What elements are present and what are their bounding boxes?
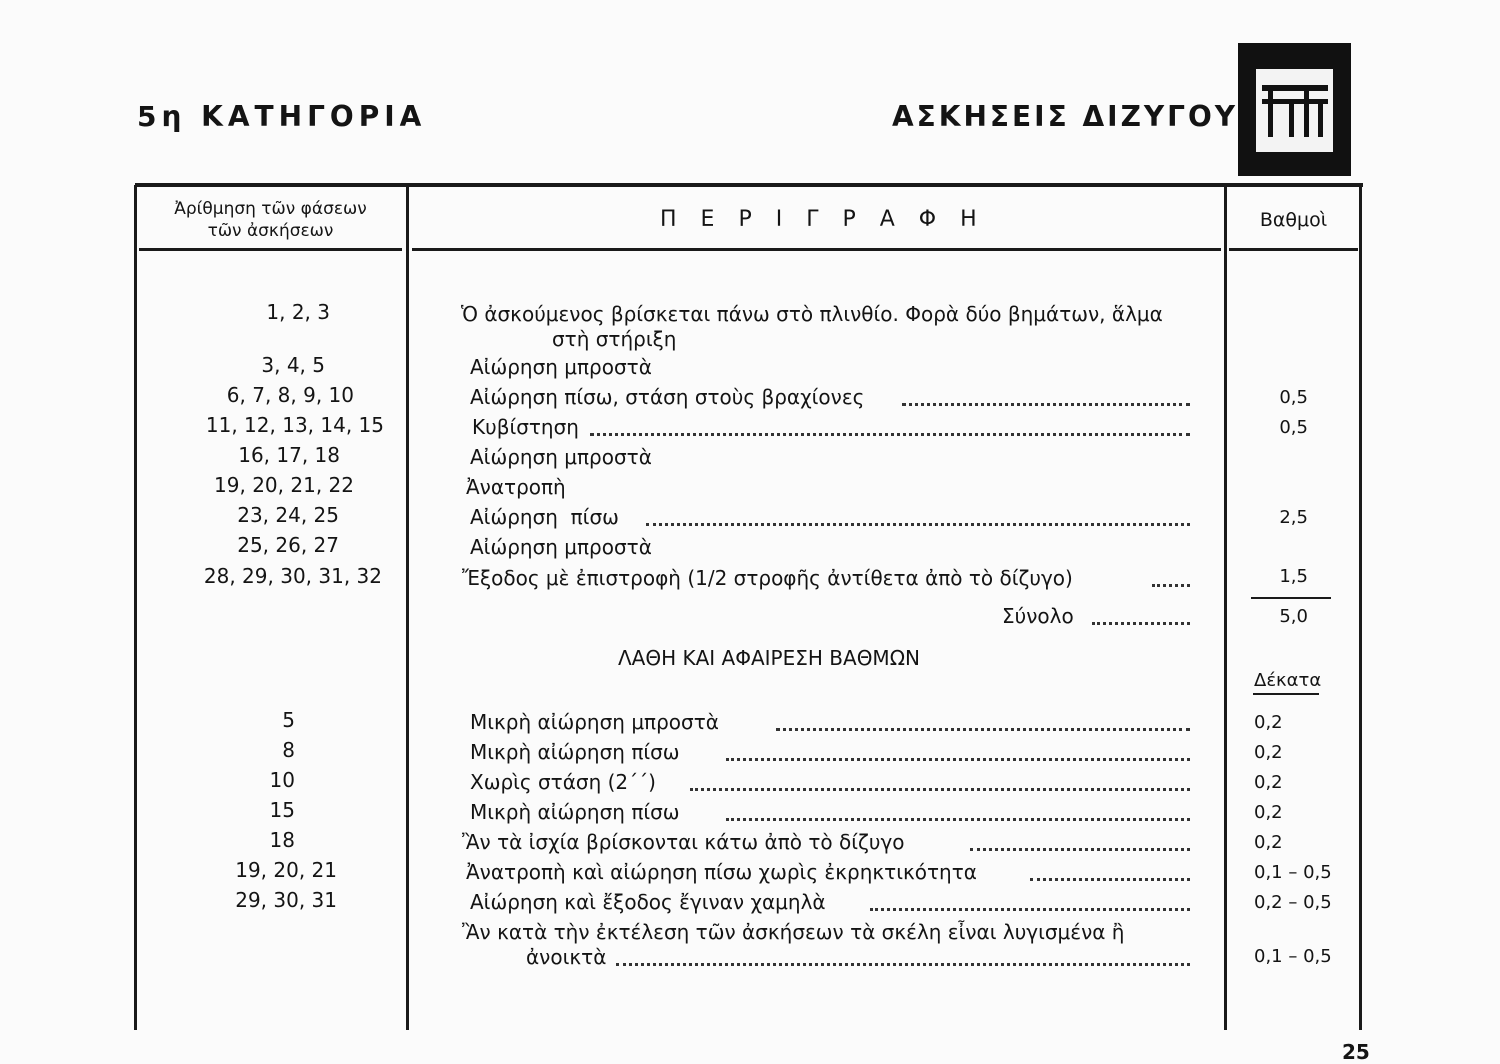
- error-points: 0,2: [1254, 802, 1283, 823]
- header-rule-left: [139, 248, 402, 251]
- error-description: Μικρὴ αἰώρηση πίσω: [470, 800, 680, 824]
- row-description: Αἰώρηση μπροστὰ: [470, 445, 652, 469]
- error-description-cont: ἀνοικτὰ: [526, 945, 607, 969]
- errors-unit-label: Δέκατα: [1254, 670, 1322, 691]
- header-rule-right: [1229, 248, 1358, 251]
- table-top-rule: [135, 183, 1363, 187]
- dot-leader: [776, 724, 1190, 731]
- row-description: Ἔξοδος μὲ ἐπιστροφὴ (1/2 στροφῆς ἀντίθετα ἀπὸ τὸ δίζυγο): [462, 566, 1073, 590]
- row-points: 0,5: [1279, 417, 1308, 438]
- dot-leader: [726, 754, 1190, 761]
- phase-header-line2: τῶν ἀσκήσεων: [207, 221, 334, 241]
- row-description: Ὁ ἀσκούμενος βρίσκεται πάνω στὸ πλινθίο. Φορὰ δύο βημάτων, ἅλμα: [461, 302, 1163, 326]
- row-description-cont: στὴ στήριξη: [552, 327, 677, 351]
- row-description: Κυβίστηση: [472, 415, 579, 439]
- error-description: Μικρὴ αἰώρηση μπροστὰ: [470, 710, 719, 734]
- row-phases: 6, 7, 8, 9, 10: [226, 383, 354, 407]
- dot-leader: [690, 784, 1190, 791]
- column-divider-4: [1359, 185, 1362, 1030]
- row-phases: 23, 24, 25: [237, 503, 339, 527]
- error-phases: 18: [269, 828, 295, 852]
- row-phases: 28, 29, 30, 31, 32: [203, 564, 382, 588]
- error-points: 0,2: [1254, 742, 1283, 763]
- parallel-bars-icon: [1238, 43, 1351, 176]
- page-number: 25: [1342, 1040, 1370, 1064]
- error-phases: 15: [269, 798, 295, 822]
- description-header: ΠΕΡΙΓΡΑΦΗ: [660, 207, 1001, 232]
- points-header: Βαθμοὶ: [1259, 209, 1328, 231]
- row-points: 0,5: [1279, 387, 1308, 408]
- errors-title: ΛΑΘΗ ΚΑΙ ΑΦΑΙΡΕΣΗ ΒΑΘΜΩΝ: [618, 646, 920, 670]
- header-rule-mid: [412, 248, 1221, 251]
- dot-leader: [970, 844, 1190, 851]
- row-description: Αἰώρηση μπροστὰ: [470, 355, 652, 379]
- total-label: Σύνολο: [1002, 604, 1074, 628]
- dot-leader: [902, 399, 1190, 406]
- error-phases: 5: [282, 708, 295, 732]
- dot-leader: [590, 429, 1190, 436]
- error-points: 0,2: [1254, 772, 1283, 793]
- row-points: 1,5: [1279, 566, 1308, 587]
- error-points: 0,1 – 0,5: [1254, 946, 1332, 967]
- section-title: ΑΣΚΗΣΕΙΣ ΔΙΖΥΓΟΥ: [892, 100, 1239, 133]
- error-points: 0,1 – 0,5: [1254, 862, 1332, 883]
- row-phases: 25, 26, 27: [237, 533, 339, 557]
- error-phases: 10: [269, 768, 295, 792]
- row-phases: 1, 2, 3: [266, 300, 330, 324]
- row-description: Αἰώρηση μπροστὰ: [470, 535, 652, 559]
- error-points: 0,2: [1254, 832, 1283, 853]
- error-points: 0,2 – 0,5: [1254, 892, 1332, 913]
- dot-leader: [1092, 618, 1190, 625]
- row-phases: 3, 4, 5: [261, 353, 325, 377]
- error-description: Χωρὶς στάση (2΄΄): [470, 770, 656, 794]
- error-description: Ἀνατροπὴ καὶ αἰώρηση πίσω χωρὶς ἐκρηκτικότητα: [466, 860, 977, 884]
- row-description: Αἰώρηση πίσω, στάση στοὺς βραχίονες: [470, 385, 865, 409]
- category-title: 5η ΚΑΤΗΓΟΡΙΑ: [137, 100, 427, 133]
- total-rule: [1251, 597, 1331, 599]
- row-phases: 11, 12, 13, 14, 15: [205, 413, 384, 437]
- dot-leader: [726, 814, 1190, 821]
- error-description: Ἂν τὰ ἰσχία βρίσκονται κάτω ἀπὸ τὸ δίζυγο: [462, 830, 905, 854]
- row-phases: 19, 20, 21, 22: [214, 473, 354, 497]
- error-description: Αἰώρηση καὶ ἔξοδος ἔγιναν χαμηλὰ: [470, 890, 826, 914]
- row-description: Αἰώρηση πίσω: [470, 505, 619, 529]
- error-phases: 8: [282, 738, 295, 762]
- dot-leader: [616, 959, 1190, 966]
- error-phases: 19, 20, 21: [235, 858, 337, 882]
- phase-header-line1: Ἀρίθμηση τῶν φάσεων: [174, 199, 367, 219]
- column-divider-2: [406, 185, 409, 1030]
- dot-leader: [870, 904, 1190, 911]
- dot-leader: [1030, 874, 1190, 881]
- error-description: Ἂν κατὰ τὴν ἐκτέλεση τῶν ἀσκήσεων τὰ σκέλη εἶναι λυγισμένα ἢ: [462, 920, 1125, 944]
- dot-leader: [1152, 580, 1190, 587]
- error-description: Μικρὴ αἰώρηση πίσω: [470, 740, 680, 764]
- row-points: 2,5: [1279, 507, 1308, 528]
- error-points: 0,2: [1254, 712, 1283, 733]
- row-phases: 16, 17, 18: [238, 443, 340, 467]
- row-description: Ἀνατροπὴ: [466, 475, 566, 499]
- errors-unit-rule: [1253, 693, 1319, 695]
- dot-leader: [646, 519, 1190, 526]
- total-value: 5,0: [1279, 606, 1308, 627]
- error-phases: 29, 30, 31: [235, 888, 337, 912]
